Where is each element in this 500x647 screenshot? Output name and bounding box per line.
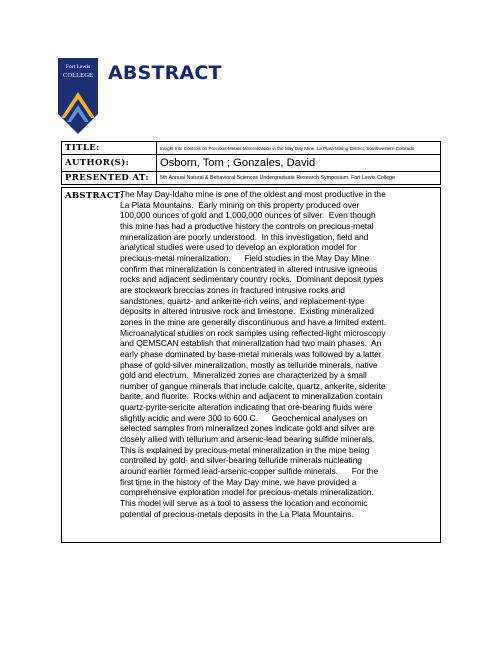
abstract-section [61, 187, 441, 543]
presented-label: PRESENTED AT: [62, 172, 157, 185]
abstract-line: precious-metal mineralization. Field studies in the May Day Mine [120, 252, 370, 263]
abstract-line: sandstones, quartz- and ankerite-rich veins, and replacement-type [120, 295, 365, 306]
abstract-line: early phase dominated by base-metal minerals was followed by a latter [120, 348, 382, 359]
abstract-label: ABSTRACT: [65, 191, 124, 201]
logo-line2: COLLEGE [62, 72, 94, 79]
abstract-line: phase of gold-silver mineralization, mostly as telluride minerals, native [120, 359, 378, 370]
author-value: Osborn, Tom ; Gonzales, David [157, 155, 441, 172]
abstract-line: controlled by gold- and silver-bearing telluride minerals nucleating [120, 455, 362, 466]
title-value: Insight Into Controls on Precious-Metals Mineralization in the May Day Mine, La Plata Mining District, Southwestern Colorado [157, 142, 441, 155]
presented-value: 5th Annual Natural & Behavioral Sciences Undergraduate Research Symposium, Fort Lewis College [157, 172, 441, 185]
abstract-line: barite, and fluorite. Rocks within and adjacent to mineralization contain [120, 391, 383, 402]
abstract-line: selected samples from mineralized zones indicate gold and silver are [120, 423, 375, 434]
abstract-line: 100,000 ounces of gold and 1,000,000 ounces of silver. Even though [120, 210, 376, 221]
abstract-line: comprehensive exploration model for precious-metals mineralization. [120, 487, 374, 498]
abstract-line: analytical studies were used to develop an exploration model for [120, 242, 357, 253]
abstract-line: closely allied with tellurium and arsenic-lead bearing sulfide minerals. [120, 434, 375, 445]
title-row [62, 142, 441, 155]
abstract-line: quartz-pyrite-sericite alteration indicating that ore-bearing fluids were [120, 402, 373, 413]
abstract-line: confirm that mineralization is concentrated in altered intrusive igneous [120, 263, 378, 274]
abstract-line: This model will serve as a tool to assess the location and economic [120, 498, 368, 509]
logo-line1: Fort Lewis [65, 64, 91, 70]
college-logo [58, 58, 98, 134]
author-label: AUTHOR(S): [62, 155, 157, 172]
abstract-line: mineralization are poorly understood. In this investigation, field and [120, 231, 369, 242]
abstract-line: deposits in altered intrusive rock and limestone. Existing mineralized [120, 306, 374, 317]
abstract-line: potential of precious-metals deposits in the La Plata Mountains. [120, 508, 354, 519]
page-title: ABSTRACT [108, 62, 222, 84]
abstract-line: The May Day-Idaho mine is one of the oldest and most productive in the [120, 189, 386, 199]
abstract-line: are stockwork breccias zones in fractured intrusive rocks and [120, 284, 345, 295]
presented-row [62, 172, 441, 185]
title-label: TITLE: [62, 142, 157, 155]
abstract-line: first time in the history of the May Day mine, we have provided a [120, 476, 357, 487]
abstract-line: rocks and adjacent sedimentary country rocks. Dominant deposit types [120, 274, 384, 285]
author-row [62, 155, 441, 172]
abstract-line: This is explained by precious-metal mineralization in the mine being [120, 444, 370, 455]
abstract-line: this mine has had a productive history the controls on precious-metal [120, 220, 374, 231]
abstract-line: around earlier formed lead-arsenic-copper sulfide minerals. For the [120, 466, 379, 477]
info-table [61, 141, 441, 185]
abstract-line: La Plata Mountains. Early mining on this property produced over [120, 199, 360, 210]
abstract-line: Microanalytical studies on rock samples using reflected-light microscopy [120, 327, 386, 338]
abstract-line: number of gangue minerals that include calcite, quartz, ankerite, siderite [120, 380, 386, 391]
abstract-line: slightly acidic and were 300 to 600 C. Geochemical analyses on [120, 412, 368, 423]
abstract-text [120, 189, 440, 519]
abstract-line: gold and electrum. Mineralized zones are characterized by a small [120, 370, 367, 381]
abstract-line: and QEMSCAN establish that mineralization had two main phases. An [120, 338, 382, 349]
college-logo-graphic [58, 58, 98, 134]
abstract-line: zones in the mine are generally discontinuous and have a limited extent. [120, 316, 387, 327]
